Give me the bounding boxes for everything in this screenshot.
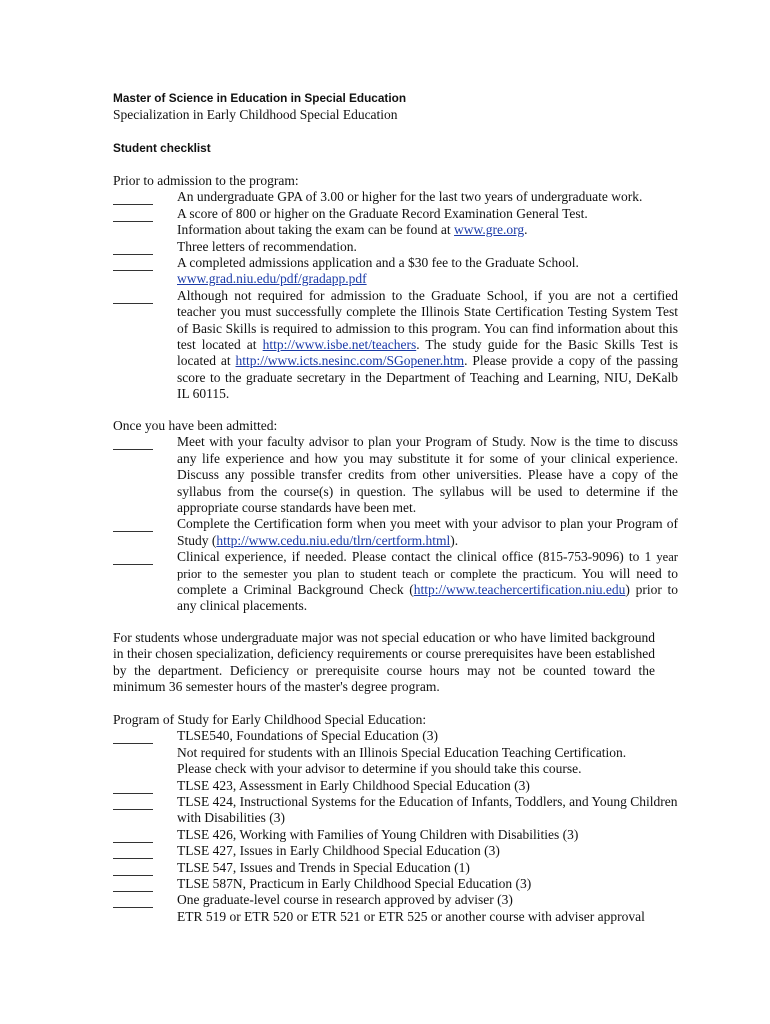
item-text xyxy=(177,206,678,239)
gre-info-text: Information about taking the exam can be found at xyxy=(177,222,451,238)
certform-link[interactable]: http://www.cedu.niu.edu/tlrn/certform.html xyxy=(216,532,451,548)
course-item-tlse423 xyxy=(113,778,678,794)
icts-link[interactable]: http://www.icts.nesinc.com/SGopener.htm xyxy=(235,353,465,369)
item-text xyxy=(177,892,678,925)
basic-skills-text: Although not required for admission to the Graduate School, if you are not a certified teacher you must successfully complete the Illinois State Certification Testing System Test of Basic Skills is required to admission to this program. You can find information about this test located at xyxy=(177,287,678,353)
course-title: TLSE 587N, Practicum in Early Childhood Special Education (3) xyxy=(177,876,532,892)
checkbox-blank[interactable] xyxy=(113,876,153,892)
clinical-year-text: year prior to the semester you plan to student teach or complete the practicum. xyxy=(177,550,678,581)
course-title: TLSE 423, Assessment in Early Childhood Special Education (3) xyxy=(177,777,530,793)
item-text: An undergraduate GPA of 3.00 or higher for the last two years of undergraduate work. xyxy=(177,189,643,205)
course-title: TLSE 547, Issues and Trends in Special Education (1) xyxy=(177,859,470,875)
checkbox-blank[interactable] xyxy=(113,728,153,744)
course-note: Not required for students with an Illinois Special Education Teaching Certification. xyxy=(177,744,627,760)
isbe-link[interactable]: http://www.isbe.net/teachers xyxy=(262,337,417,353)
admitted-section xyxy=(113,418,678,615)
course-title: TLSE 427, Issues in Early Childhood Special Education (3) xyxy=(177,843,500,859)
checklist-item-application xyxy=(113,255,678,288)
certification-text: Complete the Certification form when you meet with your advisor to plan your Program of Study ( xyxy=(177,516,678,548)
checkbox-blank[interactable] xyxy=(113,843,153,859)
gre-link[interactable]: www.gre.org xyxy=(454,222,525,238)
checklist-item-basic-skills xyxy=(113,288,678,403)
checklist-item-clinical xyxy=(113,549,678,615)
clinical-end: ) prior to any clinical placements. xyxy=(177,582,678,614)
application-link[interactable]: www.grad.niu.edu/pdf/gradapp.pdf xyxy=(177,271,367,287)
course-title: TLSE540, Foundations of Special Education (3) xyxy=(177,728,438,744)
application-text: A completed admissions application and a $30 fee to the Graduate School. xyxy=(177,255,579,271)
teachercert-link[interactable]: http://www.teachercertification.niu.edu xyxy=(413,582,626,598)
item-text xyxy=(177,516,678,549)
prior-admission-section xyxy=(113,173,678,403)
course-item-tlse547 xyxy=(113,860,678,876)
checkbox-blank[interactable] xyxy=(113,860,153,876)
course-title: One graduate-level course in research approved by adviser (3) xyxy=(177,892,513,908)
program-subtitle: Specialization in Early Childhood Special Education xyxy=(113,107,398,122)
course-title: TLSE 426, Working with Families of Young Children with Disabilities (3) xyxy=(177,826,579,842)
program-of-study-section xyxy=(113,712,678,925)
course-note: ETR 519 or ETR 520 or ETR 521 or ETR 525 or another course with adviser approval xyxy=(177,908,645,924)
course-item-tlse540 xyxy=(113,728,678,777)
item-text xyxy=(177,255,678,288)
checkbox-blank[interactable] xyxy=(113,549,153,565)
checklist-item-advisor xyxy=(113,434,678,516)
checkbox-blank[interactable] xyxy=(113,778,153,794)
checkbox-blank[interactable] xyxy=(113,255,153,271)
deficiency-paragraph: For students whose undergraduate major was not special education or who have limited background in their chosen specialization, deficiency requirements or course prerequisites have been established by the department. Deficiency or prerequisite course hours may not be counted toward the minimum 36 semester hours of the master's degree program. xyxy=(113,630,655,695)
course-item-tlse587n xyxy=(113,876,678,892)
checklist-item-certification xyxy=(113,516,678,549)
program-title: Master of Science in Education in Special Education xyxy=(113,91,407,105)
checklist-item-gpa xyxy=(113,189,678,205)
item-text xyxy=(177,549,678,615)
admitted-heading: Once you have been admitted: xyxy=(113,418,278,433)
checkbox-blank[interactable] xyxy=(113,239,153,255)
checkbox-blank[interactable] xyxy=(113,189,153,205)
item-text xyxy=(177,288,678,403)
checkbox-blank[interactable] xyxy=(113,827,153,843)
program-of-study-heading: Program of Study for Early Childhood Special Education: xyxy=(113,712,427,727)
course-item-tlse427 xyxy=(113,843,678,859)
course-note: Please check with your advisor to determine if you should take this course. xyxy=(177,761,582,777)
checklist-item-letters xyxy=(113,239,678,255)
gre-score-text: A score of 800 or higher on the Graduate Record Examination General Test. xyxy=(177,205,588,221)
checkbox-blank[interactable] xyxy=(113,288,153,304)
prior-admission-heading: Prior to admission to the program: xyxy=(113,173,299,188)
checklist-title: Student checklist xyxy=(113,141,211,155)
checklist-item-gre xyxy=(113,206,678,239)
clinical-text: Clinical experience, if needed. Please contact the clinical office (815-753-9096) to 1 xyxy=(177,549,652,565)
course-item-tlse424 xyxy=(113,794,678,827)
checkbox-blank[interactable] xyxy=(113,892,153,908)
background-check-text: You will need to complete a Criminal Background Check ( xyxy=(177,565,678,598)
course-title: TLSE 424, Instructional Systems for the Education of Infants, Toddlers, and Young Children with Disabilities (3) xyxy=(177,794,678,826)
checkbox-blank[interactable] xyxy=(113,794,153,810)
item-text xyxy=(177,728,678,777)
study-guide-text: . The study guide for the Basic Skills Test is located at xyxy=(177,337,679,369)
course-item-tlse426 xyxy=(113,827,678,843)
gre-end: . xyxy=(524,222,528,238)
certification-end: ). xyxy=(450,532,459,548)
checkbox-blank[interactable] xyxy=(113,434,153,450)
passing-score-text: . Please provide a copy of the passing score to the graduate secretary in the Department of Teaching and Learning, NIU, DeKalb IL 60115. xyxy=(177,353,678,402)
checkbox-blank[interactable] xyxy=(113,516,153,532)
item-text: Three letters of recommendation. xyxy=(177,238,357,254)
course-item-research xyxy=(113,892,678,925)
checkbox-blank[interactable] xyxy=(113,206,153,222)
item-text: Meet with your faculty advisor to plan your Program of Study. Now is the time to discuss any life experience and how you may substitute it for some of your clinical experience. Discuss any possible transfer credits from other universities. Please have a copy of the syllabus from the course(s) in question. The syllabus will be used to determine if the appropriate course standards have been met. xyxy=(177,434,678,516)
